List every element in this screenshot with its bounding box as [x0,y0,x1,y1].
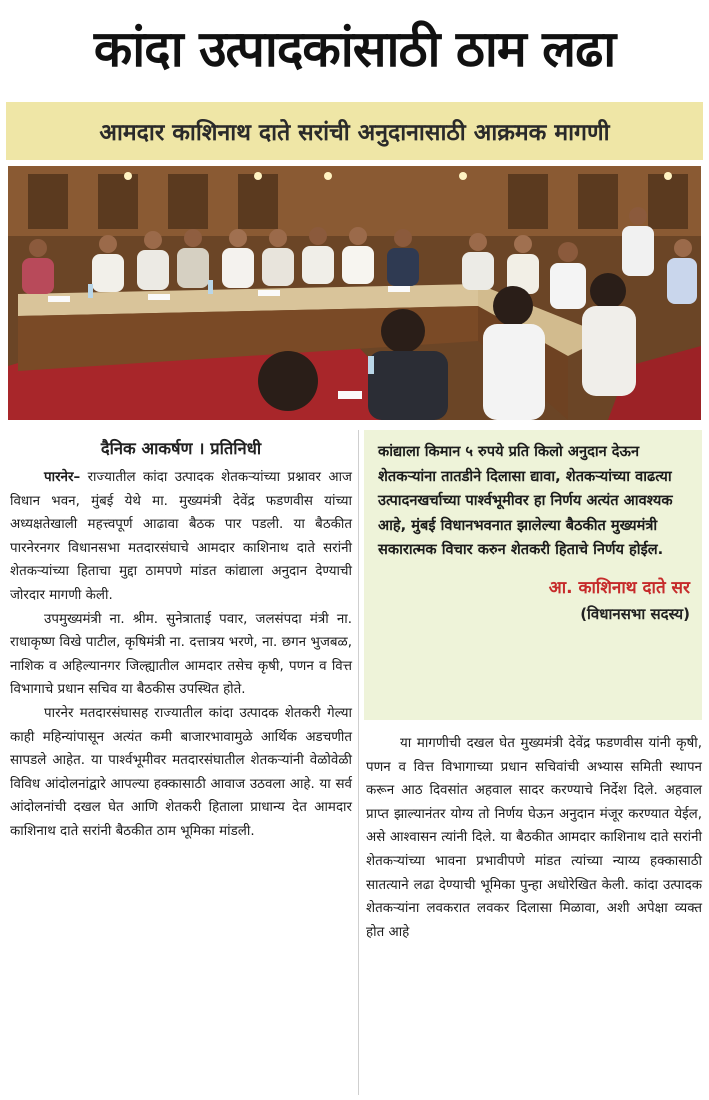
article-column-right [366,732,702,944]
pull-quote-role: (विधानसभा सदस्य) [580,604,690,623]
pull-quote-box [364,430,702,720]
article-column-left [10,466,352,844]
article-paragraph-1 [10,466,352,608]
dateline: पारनेर– [44,470,81,485]
headline: कांदा उत्पादकांसाठी ठाम लढा [93,20,616,78]
byline: दैनिक आकर्षण । प्रतिनिधी [100,438,262,458]
column-divider [358,430,359,1095]
paragraph-text: राज्यातील कांदा उत्पादक शेतकऱ्यांच्या प्रश्नावर आज विधान भवन, मुंबई येथे मा. मुख्यमंत्री देवेंद्र फडणवीस यांच्या अध्यक्षतेखाली महत्त्वपूर्ण आढावा बैठक पार पडली. या बैठकीत पारनेरनगर विधानसभा मतदारसंघाचे आमदार काशिनाथ दाते सरांनी शेतकऱ्यांच्या हिताचा मुद्दा ठामपणे मांडत कांद्याला अनुदान देण्याची जोरदार मागणी केली. [10,470,352,603]
meeting-photo [8,166,701,420]
subheadline: आमदार काशिनाथ दाते सरांची अनुदानासाठी आक्रमक मागणी [6,102,703,160]
article-paragraph-4: या मागणीची दखल घेत मुख्यमंत्री देवेंद्र फडणवीस यांनी कृषी, पणन व वित्त विभागाच्या प्रधान सचिवांची अभ्यास समिती स्थापन करून आठ दिवसांत अहवाल सादर करण्याचे निर्देश दिले. अहवाल प्राप्त झाल्यानंतर योग्य तो निर्णय घेऊन अनुदान मंजूर करण्यात येईल, असे आश्वासन त्यांनी दिले. या बैठकीत आमदार काशिनाथ दाते सरांनी शेतकऱ्यांच्या भावना प्रभावीपणे मांडत त्यांच्या न्याय्य हक्कासाठी सातत्याने लढा देण्याची भूमिका पुन्हा अधोरेखित केली. कांदा उत्पादक शेतकऱ्यांना लवकरात लवकर दिलासा मिळावा, अशी अपेक्षा व्यक्त होत आहे [366,736,702,940]
article-paragraph-3: पारनेर मतदारसंघासह राज्यातील कांदा उत्पादक शेतकरी गेल्या काही महिन्यांपासून अत्यंत कमी बाजारभावामुळे आर्थिक अडचणीत सापडले आहेत. या पार्श्वभूमीवर मतदारसंघातील शेतकऱ्यांनी वेळोवेळी विविध आंदोलनांद्वारे आपल्या हक्कासाठी आवाज उठवला आहे. या सर्व आंदोलनांची दखल घेत आणि शेतकरी हिताला प्राधान्य देत आमदार काशिनाथ दाते सरांनी बैठकीत ठाम भूमिका मांडली. [10,705,352,839]
article-paragraph-2: उपमुख्यमंत्री ना. श्रीम. सुनेत्राताई पवार, जलसंपदा मंत्री ना. राधाकृष्ण विखे पाटील, कृषिमंत्री ना. दत्तात्रय भरणे, ना. छगन भुजबळ, नाशिक व अहिल्यानगर जिल्ह्यातील आमदार तसेच कृषी, पणन व वित्त विभागाचे प्रधान सचिव या बैठकीस उपस्थित होते. [10,611,352,698]
pull-quote-text: कांद्याला किमान ५ रुपये प्रति किलो अनुदान देऊन शेतकऱ्यांना तातडीने दिलासा द्यावा, शेतकऱ्यांच्या वाढत्या उत्पादनखर्चाच्या पार्श्वभूमीवर हा निर्णय अत्यंत आवश्यक आहे, मुंबई विधानभवनात झालेल्या बैठकीत मुख्यमंत्री सकारात्मक विचार करुन शेतकरी हिताचे निर्णय होईल. [378,443,673,559]
pull-quote-author: आ. काशिनाथ दाते सर [548,577,690,598]
